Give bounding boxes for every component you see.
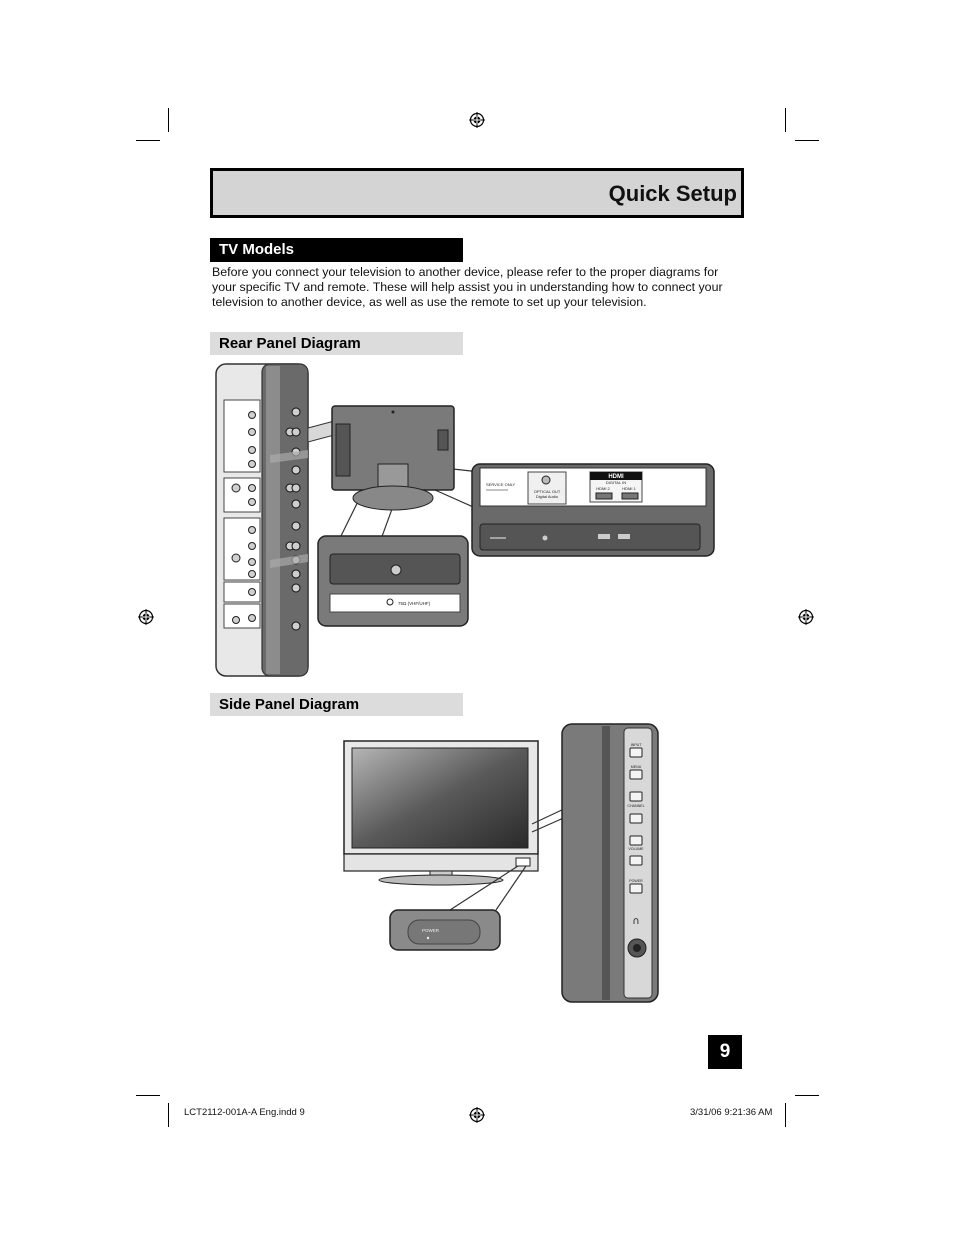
hdmi1-label: HDMI 1 — [622, 486, 636, 491]
tv-rear-view — [332, 406, 454, 510]
side-button-strip — [562, 724, 658, 1002]
crop-mark — [785, 108, 786, 132]
footer-file: LCT2112-001A-A Eng.indd 9 — [184, 1107, 305, 1118]
power-indicator-zoom — [390, 910, 500, 950]
tv-front-view — [344, 741, 538, 885]
power-label: POWER — [629, 879, 643, 883]
intro-paragraph: Before you connect your television to another device, please refer to the proper diagrams for your specific TV and remote. These will help assist you in understanding how to connect your television to another device, as well as use the remote to set up your television. — [212, 265, 723, 309]
registration-mark-icon — [469, 112, 485, 128]
page-title-box — [210, 168, 744, 218]
registration-mark-icon — [798, 609, 814, 625]
hdmi2-label: HDMI 2 — [596, 486, 610, 491]
hdmi-logo: HDMI — [608, 474, 624, 480]
antenna-connector-zoom — [318, 536, 468, 626]
crop-mark — [136, 140, 160, 141]
antenna-label: 75Ω (VHF/UHF) — [398, 601, 431, 606]
input-label: INPUT — [630, 743, 642, 747]
crop-mark — [785, 1103, 786, 1127]
page-number: 9 — [708, 1035, 742, 1069]
crop-mark — [136, 1095, 160, 1096]
optical-out-label: OPTICAL OUT — [533, 489, 561, 494]
digital-connector-zoom — [472, 464, 714, 556]
volume-label: VOLUME — [628, 847, 644, 851]
menu-label: MENU — [630, 765, 642, 769]
service-only-label: SERVICE ONLY — [486, 482, 516, 487]
section-heading-tv-models: TV Models — [210, 238, 463, 262]
page-title: Quick Setup — [608, 181, 737, 206]
crop-mark — [168, 108, 169, 132]
crop-mark — [795, 140, 819, 141]
rear-panel-diagram — [210, 360, 720, 680]
channel-label: CHANNEL — [627, 804, 645, 808]
headphone-icon: ∩ — [632, 916, 640, 927]
registration-mark-icon — [469, 1107, 485, 1123]
side-panel-diagram — [340, 720, 660, 1005]
rear-side-strip — [216, 364, 308, 676]
crop-mark — [795, 1095, 819, 1096]
digital-audio-label: Digital Audio — [535, 494, 559, 499]
crop-mark — [168, 1103, 169, 1127]
section-heading-rear-panel: Rear Panel Diagram — [210, 332, 463, 355]
section-heading-side-panel: Side Panel Diagram — [210, 693, 463, 716]
footer-date: 3/31/06 9:21:36 AM — [690, 1107, 773, 1118]
front-power-label: POWER — [422, 928, 440, 933]
registration-mark-icon — [138, 609, 154, 625]
digital-in-label: DIGITAL IN — [605, 480, 627, 485]
